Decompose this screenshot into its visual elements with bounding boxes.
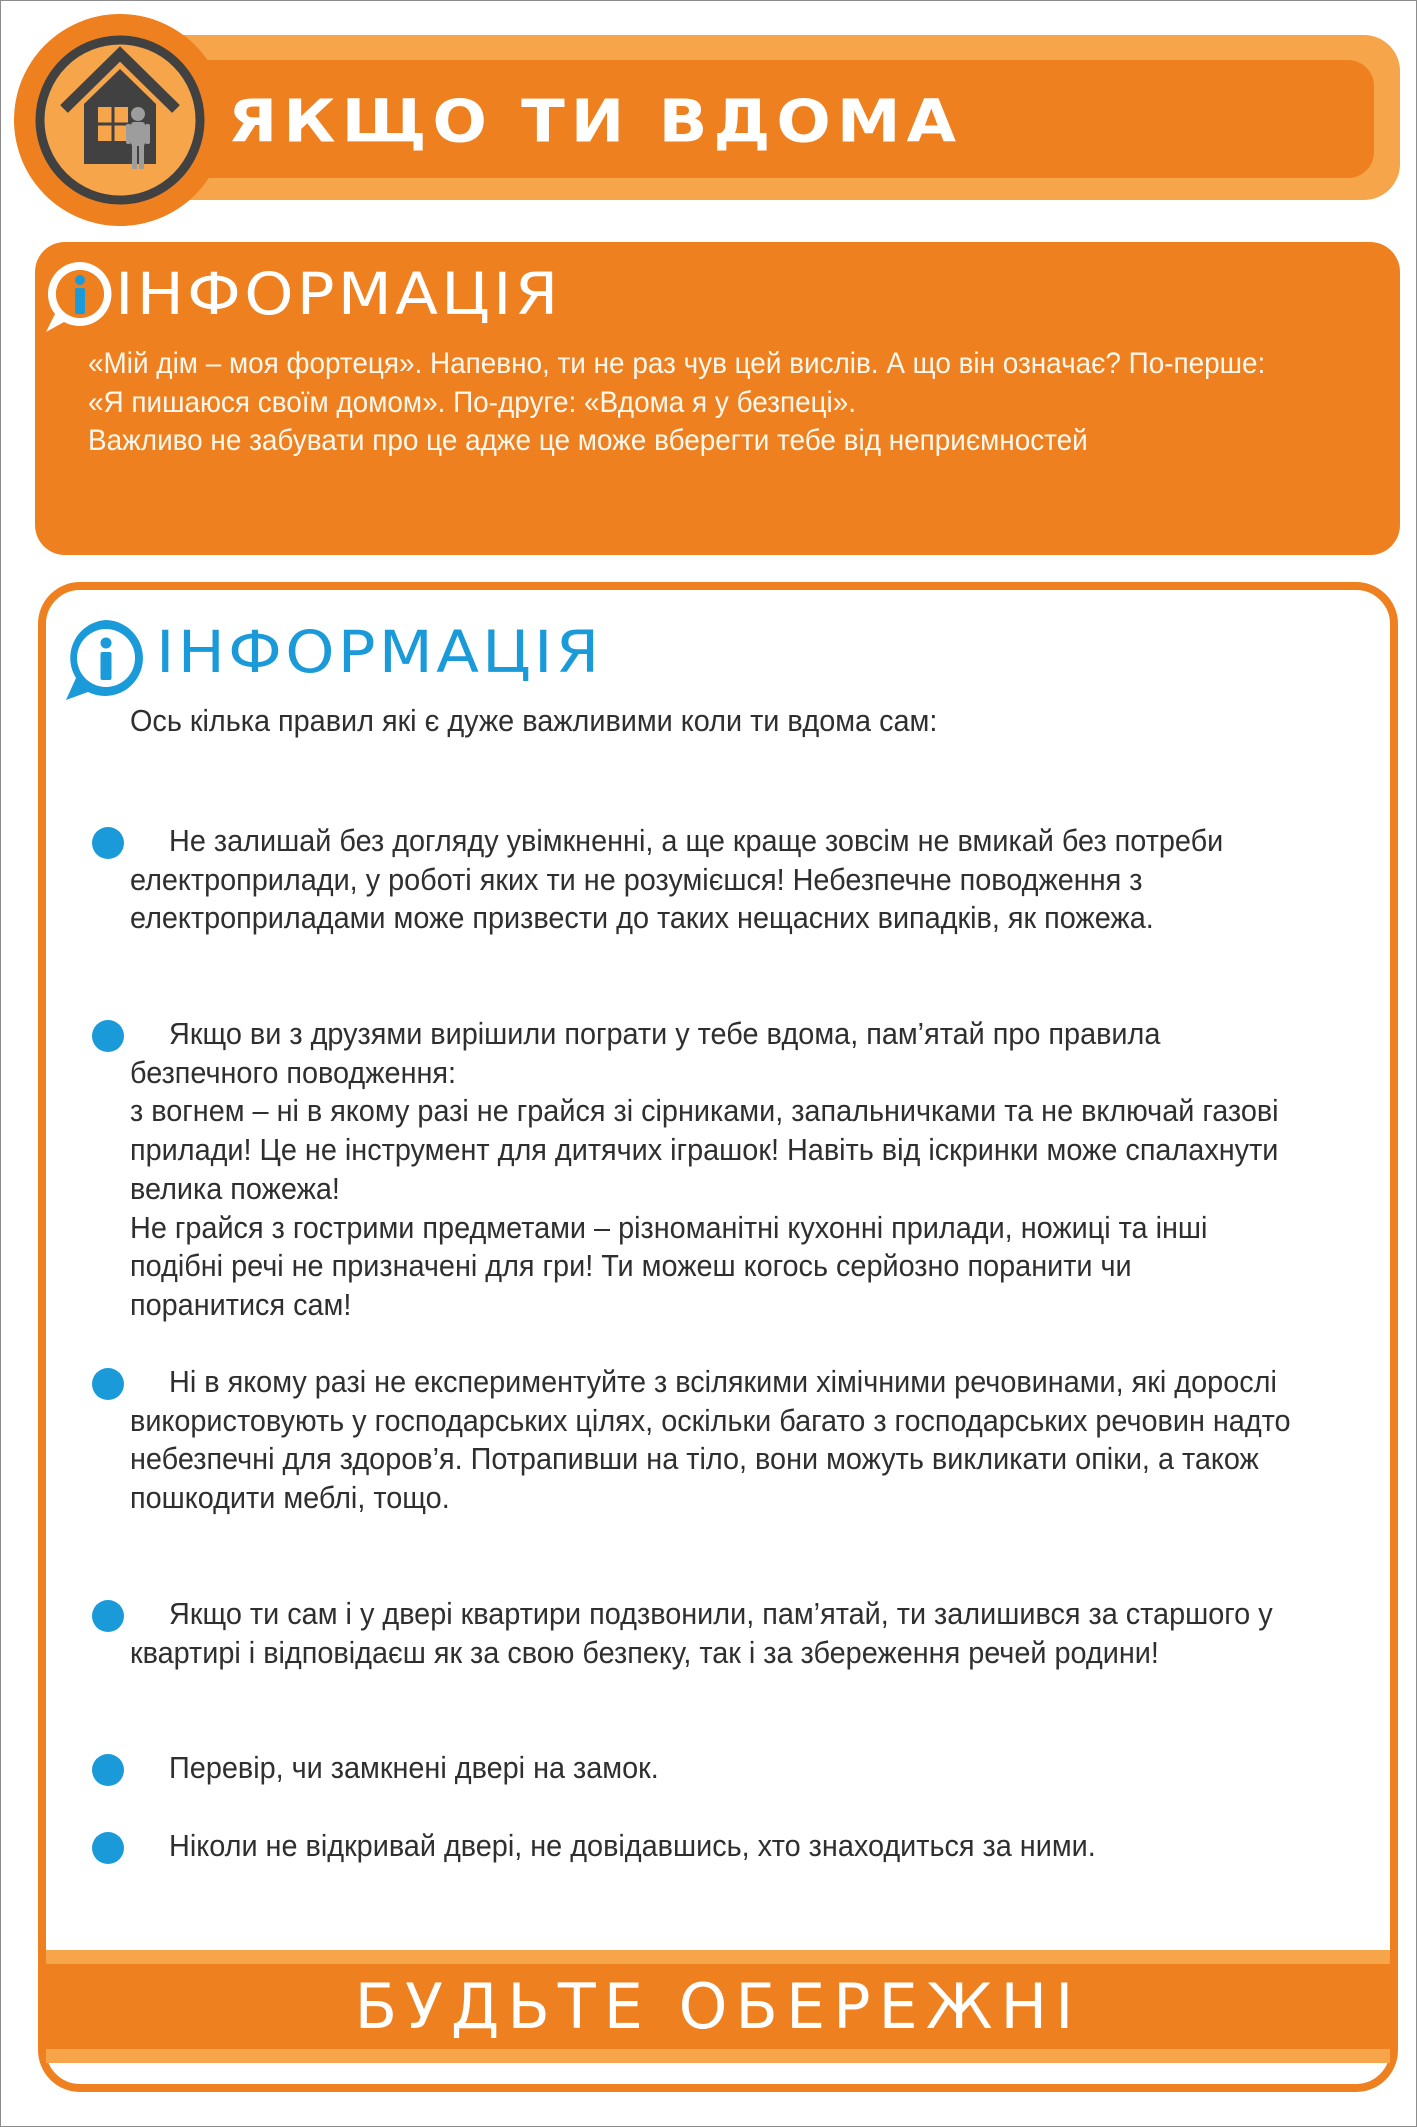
- rule-item: [130, 1749, 1293, 1788]
- rule-item: [130, 1015, 1293, 1325]
- bullet-icon: [92, 1368, 124, 1400]
- bullet-icon: [92, 1020, 124, 1052]
- info-paragraph: «Мій дім – моя фортеця». Напевно, ти не раз чув цей вислів. А що він означає? По-перше: «Я пишаюся своїм домом». По-друге: «Вдома я у безпеці».: [88, 347, 1266, 419]
- info-panel-title: ІНФОРМАЦІЯ: [115, 260, 562, 328]
- info-paragraph: Важливо не забувати про це адже це може вберегти тебе від неприємностей: [88, 424, 1088, 458]
- info-panel-text: [88, 345, 1278, 461]
- rule-text: Перевір, чи замкнені двері на замок.: [169, 1750, 659, 1785]
- rule-item: [130, 1595, 1293, 1672]
- rule-item: [130, 1363, 1293, 1518]
- bullet-icon: [92, 1832, 124, 1864]
- rule-text: Якщо ти сам і у двері квартири подзвонили, пам’ятай, ти залишився за старшого у квартирі і відповідаєш як за свою безпеку, так і за збереження речей родини!: [130, 1596, 1273, 1670]
- rule-text: Якщо ви з друзями вирішили пограти у тебе вдома, пам’ятай про правила безпечного поводження:: [130, 1016, 1161, 1090]
- house-with-person-icon: [14, 14, 226, 226]
- bullet-icon: [92, 1754, 124, 1786]
- bullet-icon: [92, 1600, 124, 1632]
- rule-text: Ні в якому разі не експериментуйте з всілякими хімічними речовинами, які дорослі використовують у господарських цілях, оскільки багато з господарських речовин надто небезпечні для здоров’я. Потрапивши на тіло, вони можуть викликати опіки, а також пошкодити меблі, тощо.: [130, 1364, 1291, 1516]
- rule-text: з вогнем – ні в якому разі не грайся зі сірниками, запальничками та не включай газові прилади! Це не інструмент для дитячих іграшок! Навіть від іскринки може спалахнути велика пожежа!: [130, 1093, 1279, 1206]
- page-title: ЯКЩО ТИ ВДОМА: [228, 87, 963, 157]
- rule-item: [130, 822, 1293, 938]
- rule-text: Не залишай без догляду увімкненні, а ще краще зовсім не вмикай без потреби електроприлади, у роботі яких ти не розумієшся! Небезпечне поводження з електроприладами може призвести до таких нещасних випадків, як пожежа.: [130, 823, 1224, 936]
- info-speech-bubble-icon: [40, 256, 120, 340]
- bullet-icon: [92, 827, 124, 859]
- rules-intro: Ось кілька правил які є дуже важливими коли ти вдома сам:: [130, 703, 938, 738]
- rule-text: Ніколи не відкривай двері, не довідавшись, хто знаходиться за ними.: [169, 1828, 1096, 1863]
- info-panel: [35, 242, 1400, 555]
- info-speech-bubble-icon: [60, 616, 150, 706]
- rule-text: Не грайся з гострими предметами – різноманітні кухонні прилади, ножиці та інші подібні речі не призначені для гри! Ти можеш когось серйозно поранити чи поранитися сам!: [130, 1209, 1208, 1322]
- rule-item: [130, 1827, 1293, 1866]
- footer-slogan: БУДЬТЕ ОБЕРЕЖНІ: [354, 1970, 1082, 2043]
- rules-panel: [38, 582, 1398, 2092]
- rules-panel-title: ІНФОРМАЦІЯ: [156, 618, 603, 686]
